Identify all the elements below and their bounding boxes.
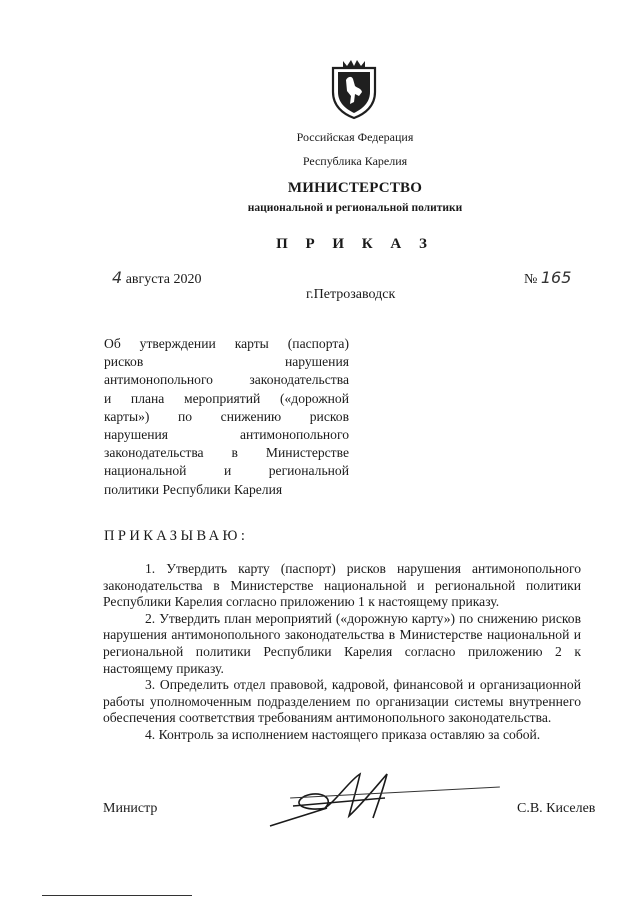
title-line: Об утверждении карты (паспорта) [104, 336, 349, 351]
signer-position: Министр [103, 801, 158, 816]
order-title [104, 335, 349, 499]
title-line: национальной и региональной [104, 463, 349, 479]
date-day-handwritten: 4 [112, 268, 123, 287]
order-item: 1. Утвердить карту (паспорт) рисков нарушения антимонопольного законодательства в Министерстве национальной и региональной политики Республики Карелия согласно приложению 1 к настоящему приказу. [103, 561, 581, 610]
number-handwritten: 165 [540, 268, 572, 287]
order-item: 3. Определить отдел правовой, кадровой, финансовой и организационной работы уполномоченным подразделением по организации системы внутреннего обеспечения соответствия требованиям антимонопольного законодательства. [103, 677, 581, 726]
ministry-title: МИНИСТЕРСТВО [287, 180, 423, 196]
region-name: Республика Карелия [302, 154, 408, 168]
order-word: ПРИКАЗЫВАЮ: [104, 528, 249, 544]
document-date [112, 268, 201, 288]
order-item: 4. Контроль за исполнением настоящего приказа оставляю за собой. [145, 726, 541, 742]
title-line: нарушения антимонопольного [104, 427, 349, 443]
handwritten-signature [265, 768, 415, 836]
order-items [103, 561, 581, 744]
country-name: Российская Федерация [296, 130, 414, 144]
document-number [524, 268, 571, 288]
date-month-year: августа 2020 [125, 272, 202, 287]
signer-name: С.В. Киселев [517, 801, 596, 816]
document-city: г.Петрозаводск [306, 287, 396, 302]
title-line: антимонопольного законодательства [104, 372, 349, 388]
footer-divider [42, 895, 192, 896]
title-line: политики Республики Карелия [104, 481, 283, 497]
ministry-subtitle: национальной и региональной политики [247, 202, 463, 214]
order-item: 2. Утвердить план мероприятий («дорожную карту») по снижению рисков нарушения антимонопольного законодательства в Министерстве национальной и региональной политики Республики Карелия согласно приложению 2 к настоящему приказу. [103, 610, 581, 676]
number-label: № [524, 272, 538, 287]
document-type: П Р И К А З [276, 236, 434, 252]
title-line: карты») по снижению рисков [104, 408, 349, 424]
coat-of-arms-icon [329, 58, 379, 120]
title-line: и плана мероприятий («дорожной [104, 390, 349, 406]
title-line: рисков нарушения [104, 354, 349, 370]
title-line: законодательства в Министерстве [104, 445, 349, 461]
